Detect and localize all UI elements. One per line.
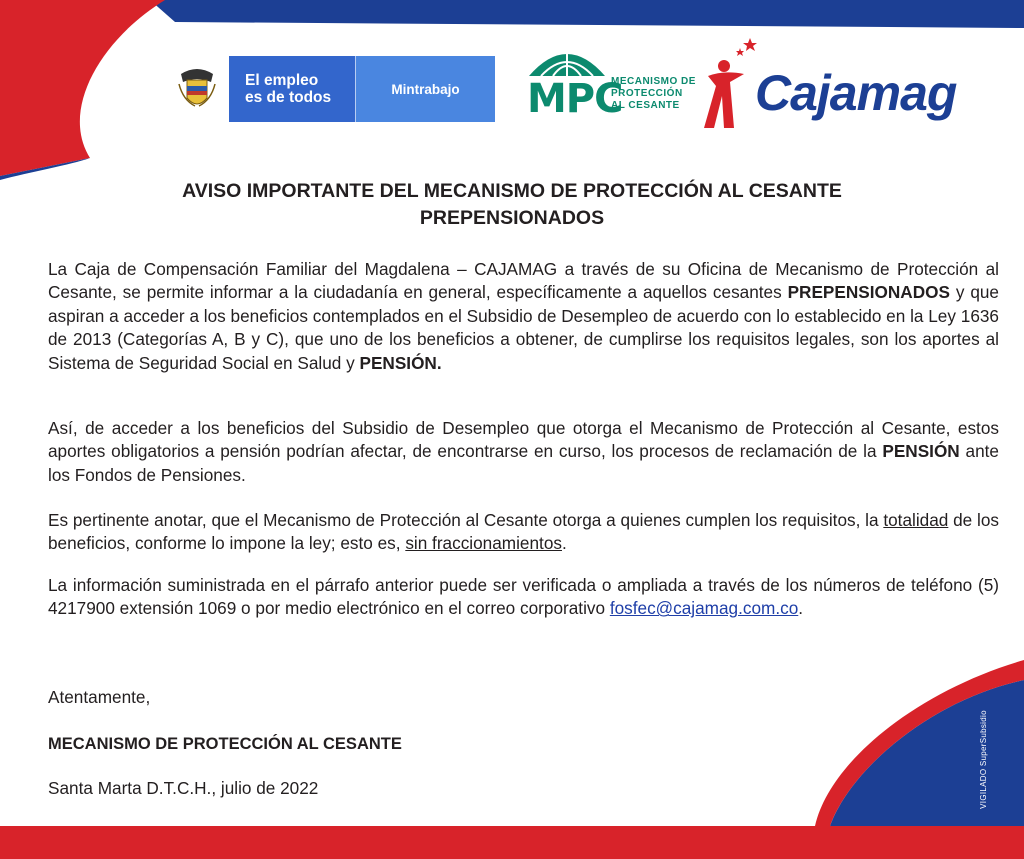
paragraph-intro [48,258,999,375]
signature: MECANISMO DE PROTECCIÓN AL CESANTE [48,735,402,753]
paragraph-intro-text2: y que aspiran a acceder a los beneficios contemplados en el Subsidio de Desempleo de acuerdo con lo establecido en la Ley 1636 de 2013 (Categorías A, B y C), que uno de los beneficios a obtener, de cumplirse los requisitos legales, son los aportes al Sistema de Seguridad Social en Salud y [48,282,999,373]
paragraph-intro-text1: La Caja de Compensación Familiar del Magdalena – CAJAMAG a través de su Oficina de Mecanismo de Protección al Cesante, se permite informar a la ciudadanía en general, específicamente a aquellos cesantes [48,259,999,303]
vigilado-text: VIGILADO SuperSubsidio [978,710,988,809]
paragraph-contact-text2: . [798,598,804,619]
pension-emphasis: PENSIÓN. [359,352,442,373]
paragraph-totality-text3: . [561,533,567,554]
gov-logo [165,56,495,122]
gov-slogan [229,56,355,122]
closing: Atentamente, [48,687,151,707]
paragraph-totality [48,509,999,556]
sin-fraccionamientos-underlined: sin fraccionamientos [405,533,562,554]
mpc-logo [527,46,696,126]
title-line1: AVISO IMPORTANTE DEL MECANISMO DE PROTECCIÓN AL CESANTE [182,180,842,202]
paragraph-effects-text2: ante los Fondos de Pensiones. [48,441,999,485]
paragraph-contact-text1: La información suministrada en el párrafo anterior puede ser verificada o ampliada a través de los números de teléfono (5) 4217900 extensión 1069 o por medio electrónico en el correo corporativo [48,575,999,619]
email-link[interactable]: fosfec@cajamag.com.co [609,598,799,619]
prepensionados-emphasis: PREPENSIONADOS [787,282,950,303]
mpc-text-line3: AL CESANTE [611,100,680,111]
mpc-text [611,76,696,112]
pension-emphasis-2: PENSIÓN [882,441,960,462]
gov-slogan-line1: El empleo [245,72,319,89]
page-title [0,178,1024,232]
title-line2: PREPENSIONADOS [419,207,605,229]
totalidad-underlined: totalidad [883,510,949,530]
paragraph-contact [48,574,999,621]
paragraph-effects [48,417,999,487]
ministry-name: Mintrabajo [355,56,495,122]
bottom-decoration [0,660,1024,859]
mpc-text-line2: PROTECCIÓN [611,88,683,99]
cajamag-figure-icon [700,36,760,136]
cajamag-logo [700,36,1000,136]
paragraph-totality-text1: Es pertinente anotar, que el Mecanismo de Protección al Cesante otorga a quienes cumplen los requisitos, la [48,510,884,530]
gov-slogan-line2: es de todos [245,89,332,106]
place-date: Santa Marta D.T.C.H., julio de 2022 [48,778,319,798]
coat-of-arms-icon [165,56,229,122]
mpc-text-line1: MECANISMO DE [611,76,696,87]
paragraph-effects-text1: Así, de acceder a los beneficios del Subsidio de Desempleo que otorga el Mecanismo de Protección al Cesante, estos aportes obligatorios a pensión podrían afectar, de encontrarse en curso, los procesos de reclamación de la [48,418,999,462]
mpc-letters: MPC [527,76,623,122]
paragraph-totality-text2: de los beneficios, conforme lo impone la ley; esto es, [48,510,1000,554]
vigilado-badge [978,700,1008,830]
cajamag-wordmark: Cajamag [755,65,957,121]
